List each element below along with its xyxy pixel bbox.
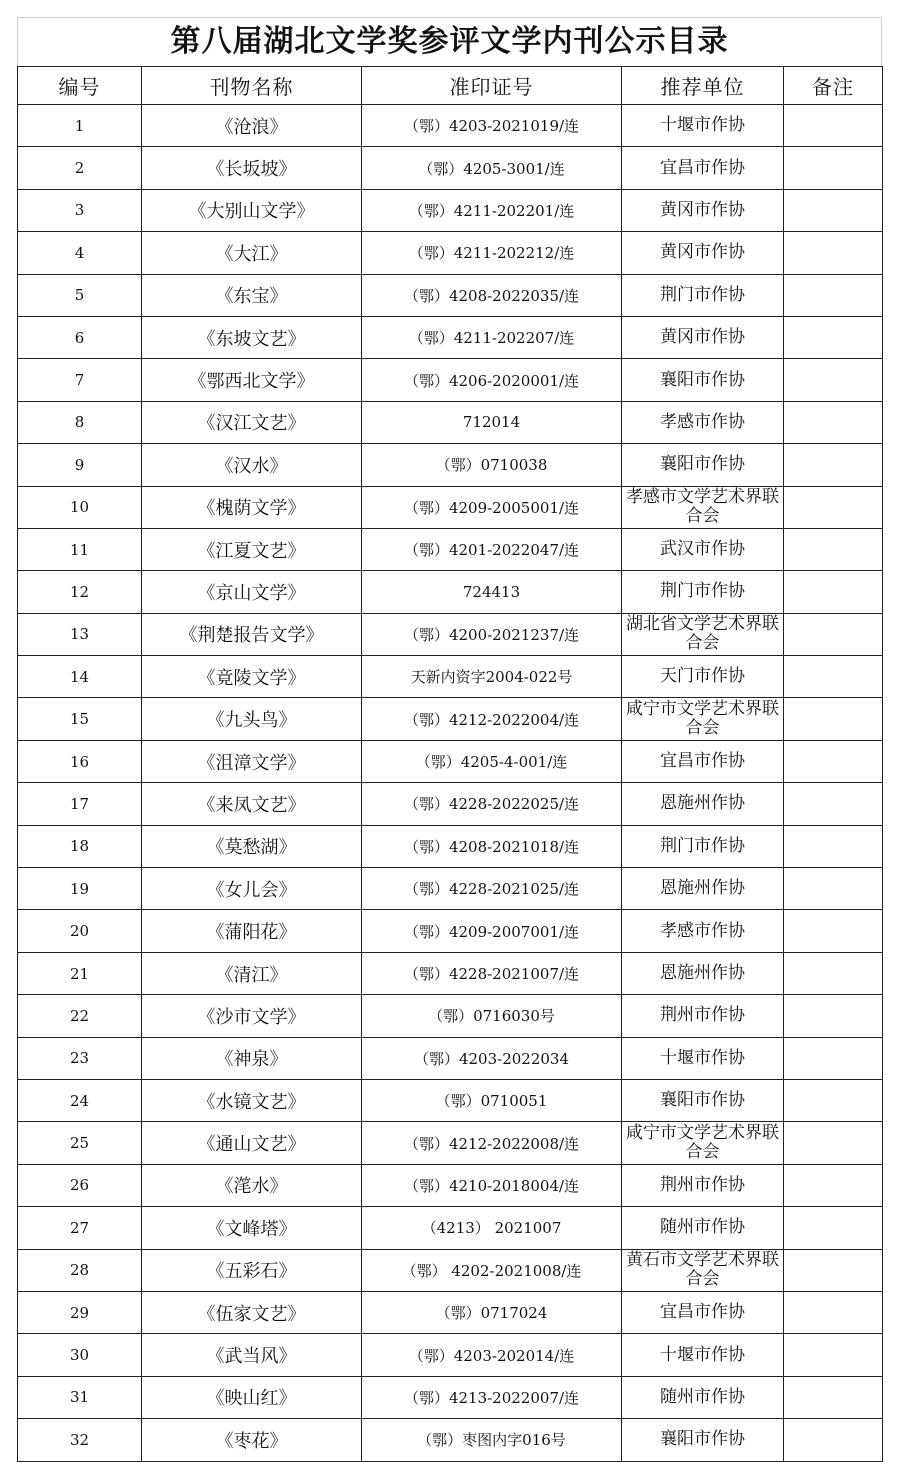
document-sheet: [17, 17, 882, 1462]
cell-journal-name: 《大江》: [142, 232, 362, 274]
cell-recommending-unit: 十堰市作协: [622, 105, 784, 147]
cell-permit-number: （鄂）4208-2021018/连: [362, 825, 622, 867]
cell-recommending-unit: 荆门市作协: [622, 571, 784, 613]
cell-journal-name: 《鄂西北文学》: [142, 359, 362, 401]
cell-journal-name: 《长坂坡》: [142, 147, 362, 189]
cell-permit-number: （鄂）4205-3001/连: [362, 147, 622, 189]
cell-recommending-unit: 宜昌市作协: [622, 740, 784, 782]
cell-note: [784, 401, 883, 443]
cell-recommending-unit: 恩施州作协: [622, 783, 784, 825]
cell-recommending-unit: 荆门市作协: [622, 274, 784, 316]
cell-recommending-unit: 武汉市作协: [622, 528, 784, 570]
table-body: [18, 105, 883, 1462]
cell-permit-number: 712014: [362, 401, 622, 443]
cell-no: 14: [18, 656, 142, 698]
cell-permit-number: （鄂）0716030号: [362, 995, 622, 1037]
cell-journal-name: 《沧浪》: [142, 105, 362, 147]
cell-recommending-unit: 孝感市作协: [622, 910, 784, 952]
cell-permit-number: （鄂）4209-2005001/连: [362, 486, 622, 528]
cell-note: [784, 868, 883, 910]
table-row: [18, 189, 883, 231]
cell-no: 11: [18, 528, 142, 570]
cell-no: 5: [18, 274, 142, 316]
header-name: 刊物名称: [142, 67, 362, 105]
cell-note: [784, 613, 883, 655]
cell-permit-number: （鄂）4203-202014/连: [362, 1334, 622, 1376]
cell-recommending-unit: 天门市作协: [622, 656, 784, 698]
cell-permit-number: （鄂）4228-2021007/连: [362, 952, 622, 994]
cell-journal-name: 《蒲阳花》: [142, 910, 362, 952]
cell-note: [784, 656, 883, 698]
cell-recommending-unit: 襄阳市作协: [622, 359, 784, 401]
cell-recommending-unit: 黄冈市作协: [622, 189, 784, 231]
cell-no: 28: [18, 1249, 142, 1291]
cell-no: 25: [18, 1122, 142, 1164]
cell-no: 13: [18, 613, 142, 655]
cell-no: 16: [18, 740, 142, 782]
cell-no: 18: [18, 825, 142, 867]
cell-permit-number: （鄂） 4202-2021008/连: [362, 1249, 622, 1291]
table-header: [18, 67, 883, 105]
cell-permit-number: （鄂）4209-2007001/连: [362, 910, 622, 952]
table-row: [18, 316, 883, 358]
cell-journal-name: 《映山红》: [142, 1376, 362, 1418]
header-note: 备注: [784, 67, 883, 105]
cell-permit-number: （鄂）枣图内字016号: [362, 1419, 622, 1461]
cell-note: [784, 189, 883, 231]
cell-journal-name: 《东宝》: [142, 274, 362, 316]
table-row: [18, 1419, 883, 1461]
cell-journal-name: 《伍家文艺》: [142, 1291, 362, 1333]
header-permit: 准印证号: [362, 67, 622, 105]
table-row: [18, 1376, 883, 1418]
cell-recommending-unit: 湖北省文学艺术界联合会: [622, 613, 784, 655]
table-row: [18, 995, 883, 1037]
cell-no: 10: [18, 486, 142, 528]
header-unit: 推荐单位: [622, 67, 784, 105]
cell-recommending-unit: 襄阳市作协: [622, 1079, 784, 1121]
cell-note: [784, 444, 883, 486]
cell-journal-name: 《通山文艺》: [142, 1122, 362, 1164]
cell-recommending-unit: 随州市作协: [622, 1207, 784, 1249]
cell-journal-name: 《汉江文艺》: [142, 401, 362, 443]
cell-no: 7: [18, 359, 142, 401]
cell-recommending-unit: 荆门市作协: [622, 825, 784, 867]
cell-no: 20: [18, 910, 142, 952]
cell-recommending-unit: 荆州市作协: [622, 995, 784, 1037]
cell-journal-name: 《沮漳文学》: [142, 740, 362, 782]
table-row: [18, 783, 883, 825]
table-row: [18, 1334, 883, 1376]
table-row: [18, 528, 883, 570]
cell-note: [784, 740, 883, 782]
cell-permit-number: （鄂）4203-2021019/连: [362, 105, 622, 147]
cell-no: 12: [18, 571, 142, 613]
cell-journal-name: 《荆楚报告文学》: [142, 613, 362, 655]
cell-recommending-unit: 孝感市文学艺术界联合会: [622, 486, 784, 528]
cell-no: 4: [18, 232, 142, 274]
table-row: [18, 274, 883, 316]
cell-no: 8: [18, 401, 142, 443]
table-row: [18, 613, 883, 655]
cell-permit-number: 天新内资字2004-022号: [362, 656, 622, 698]
cell-journal-name: 《江夏文艺》: [142, 528, 362, 570]
cell-no: 15: [18, 698, 142, 740]
cell-note: [784, 825, 883, 867]
cell-journal-name: 《东坡文艺》: [142, 316, 362, 358]
cell-note: [784, 1249, 883, 1291]
cell-recommending-unit: 十堰市作协: [622, 1334, 784, 1376]
cell-journal-name: 《清江》: [142, 952, 362, 994]
table-row: [18, 1079, 883, 1121]
table-row: [18, 1164, 883, 1206]
cell-note: [784, 528, 883, 570]
cell-journal-name: 《枣花》: [142, 1419, 362, 1461]
cell-note: [784, 1079, 883, 1121]
cell-journal-name: 《槐荫文学》: [142, 486, 362, 528]
cell-recommending-unit: 咸宁市文学艺术界联合会: [622, 1122, 784, 1164]
journal-table: [17, 66, 883, 1462]
cell-recommending-unit: 宜昌市作协: [622, 147, 784, 189]
cell-permit-number: （鄂）0717024: [362, 1291, 622, 1333]
table-row: [18, 656, 883, 698]
cell-journal-name: 《来凤文艺》: [142, 783, 362, 825]
cell-permit-number: （鄂）4213-2022007/连: [362, 1376, 622, 1418]
cell-note: [784, 232, 883, 274]
table-row: [18, 1291, 883, 1333]
cell-note: [784, 274, 883, 316]
cell-note: [784, 1291, 883, 1333]
cell-journal-name: 《文峰塔》: [142, 1207, 362, 1249]
cell-journal-name: 《武当风》: [142, 1334, 362, 1376]
cell-no: 9: [18, 444, 142, 486]
cell-no: 30: [18, 1334, 142, 1376]
cell-recommending-unit: 宜昌市作协: [622, 1291, 784, 1333]
cell-note: [784, 359, 883, 401]
cell-permit-number: （鄂）4211-202212/连: [362, 232, 622, 274]
cell-note: [784, 1122, 883, 1164]
cell-journal-name: 《大别山文学》: [142, 189, 362, 231]
cell-permit-number: （鄂）4205-4-001/连: [362, 740, 622, 782]
cell-note: [784, 995, 883, 1037]
cell-journal-name: 《沙市文学》: [142, 995, 362, 1037]
cell-no: 26: [18, 1164, 142, 1206]
table-row: [18, 147, 883, 189]
table-row: [18, 740, 883, 782]
cell-note: [784, 1376, 883, 1418]
table-row: [18, 401, 883, 443]
cell-no: 31: [18, 1376, 142, 1418]
cell-journal-name: 《竟陵文学》: [142, 656, 362, 698]
page-title: 第八届湖北文学奖参评文学内刊公示目录: [17, 17, 882, 66]
cell-journal-name: 《神泉》: [142, 1037, 362, 1079]
cell-journal-name: 《九头鸟》: [142, 698, 362, 740]
cell-permit-number: （鄂）4200-2021237/连: [362, 613, 622, 655]
cell-recommending-unit: 黄石市文学艺术界联合会: [622, 1249, 784, 1291]
cell-recommending-unit: 荆州市作协: [622, 1164, 784, 1206]
cell-permit-number: （鄂）4208-2022035/连: [362, 274, 622, 316]
cell-recommending-unit: 襄阳市作协: [622, 444, 784, 486]
header-row: [18, 67, 883, 105]
cell-recommending-unit: 咸宁市文学艺术界联合会: [622, 698, 784, 740]
table-row: [18, 359, 883, 401]
cell-no: 19: [18, 868, 142, 910]
cell-journal-name: 《五彩石》: [142, 1249, 362, 1291]
cell-note: [784, 910, 883, 952]
cell-no: 1: [18, 105, 142, 147]
table-row: [18, 486, 883, 528]
cell-no: 24: [18, 1079, 142, 1121]
table-row: [18, 232, 883, 274]
cell-no: 23: [18, 1037, 142, 1079]
cell-no: 21: [18, 952, 142, 994]
cell-permit-number: （鄂）4212-2022004/连: [362, 698, 622, 740]
cell-note: [784, 1334, 883, 1376]
cell-note: [784, 783, 883, 825]
cell-permit-number: （鄂）4206-2020001/连: [362, 359, 622, 401]
cell-journal-name: 《水镜文艺》: [142, 1079, 362, 1121]
cell-no: 17: [18, 783, 142, 825]
cell-permit-number: （鄂）4201-2022047/连: [362, 528, 622, 570]
table-row: [18, 910, 883, 952]
cell-permit-number: （鄂）0710038: [362, 444, 622, 486]
cell-recommending-unit: 随州市作协: [622, 1376, 784, 1418]
cell-no: 22: [18, 995, 142, 1037]
cell-recommending-unit: 黄冈市作协: [622, 232, 784, 274]
table-row: [18, 1037, 883, 1079]
cell-note: [784, 698, 883, 740]
cell-note: [784, 571, 883, 613]
cell-no: 27: [18, 1207, 142, 1249]
table-row: [18, 105, 883, 147]
cell-permit-number: （鄂）4203-2022034: [362, 1037, 622, 1079]
cell-note: [784, 952, 883, 994]
cell-permit-number: （鄂）0710051: [362, 1079, 622, 1121]
cell-note: [784, 1419, 883, 1461]
cell-note: [784, 1037, 883, 1079]
cell-permit-number: （鄂）4212-2022008/连: [362, 1122, 622, 1164]
cell-permit-number: （鄂）4228-2022025/连: [362, 783, 622, 825]
cell-permit-number: 724413: [362, 571, 622, 613]
header-no: 编号: [18, 67, 142, 105]
cell-journal-name: 《京山文学》: [142, 571, 362, 613]
table-row: [18, 1249, 883, 1291]
cell-journal-name: 《汉水》: [142, 444, 362, 486]
cell-note: [784, 105, 883, 147]
table-row: [18, 1122, 883, 1164]
cell-no: 32: [18, 1419, 142, 1461]
cell-recommending-unit: 襄阳市作协: [622, 1419, 784, 1461]
table-row: [18, 868, 883, 910]
cell-permit-number: （鄂）4210-2018004/连: [362, 1164, 622, 1206]
cell-no: 2: [18, 147, 142, 189]
cell-permit-number: （4213） 2021007: [362, 1207, 622, 1249]
cell-recommending-unit: 恩施州作协: [622, 952, 784, 994]
table-row: [18, 698, 883, 740]
cell-permit-number: （鄂）4211-202207/连: [362, 316, 622, 358]
cell-recommending-unit: 十堰市作协: [622, 1037, 784, 1079]
cell-journal-name: 《莫愁湖》: [142, 825, 362, 867]
cell-note: [784, 486, 883, 528]
cell-note: [784, 147, 883, 189]
cell-note: [784, 316, 883, 358]
cell-journal-name: 《滗水》: [142, 1164, 362, 1206]
cell-note: [784, 1207, 883, 1249]
cell-note: [784, 1164, 883, 1206]
cell-journal-name: 《女儿会》: [142, 868, 362, 910]
cell-recommending-unit: 孝感市作协: [622, 401, 784, 443]
table-row: [18, 1207, 883, 1249]
table-row: [18, 952, 883, 994]
cell-no: 6: [18, 316, 142, 358]
table-row: [18, 444, 883, 486]
cell-no: 29: [18, 1291, 142, 1333]
cell-no: 3: [18, 189, 142, 231]
table-row: [18, 571, 883, 613]
cell-recommending-unit: 黄冈市作协: [622, 316, 784, 358]
cell-permit-number: （鄂）4211-202201/连: [362, 189, 622, 231]
table-row: [18, 825, 883, 867]
cell-recommending-unit: 恩施州作协: [622, 868, 784, 910]
cell-permit-number: （鄂）4228-2021025/连: [362, 868, 622, 910]
